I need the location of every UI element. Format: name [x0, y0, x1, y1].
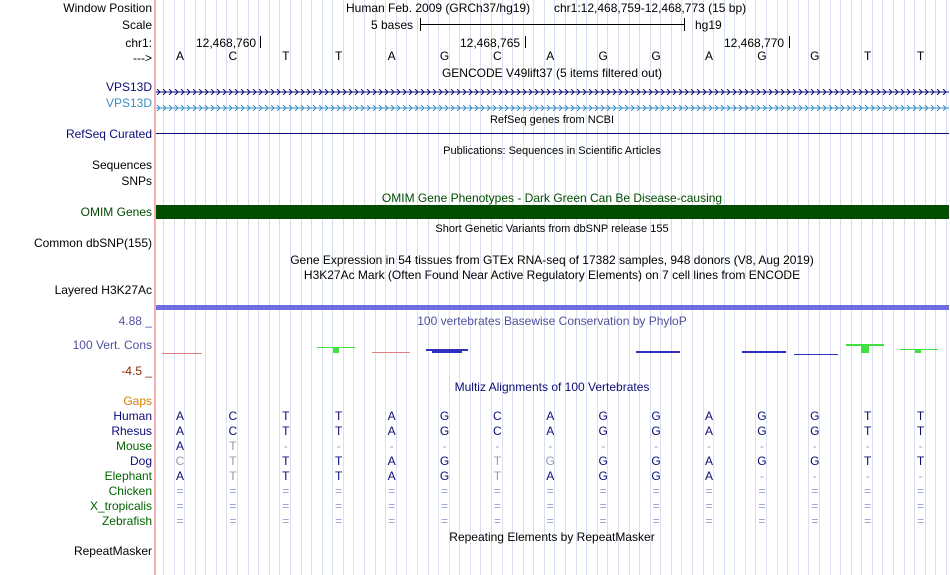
vps13d-transcript-2[interactable] [156, 100, 949, 106]
alignment-base: A [387, 454, 396, 468]
alignment-base: = [176, 484, 184, 498]
alignment-base: G [598, 424, 608, 438]
alignment-base: G [810, 424, 820, 438]
alignment-base: G [439, 409, 450, 423]
phylop-bar [372, 352, 410, 353]
alignment-base: = [493, 499, 501, 513]
alignment-base: = [811, 499, 819, 513]
alignment-base: = [758, 499, 766, 513]
alignment-base: G [439, 424, 450, 438]
alignment-base: A [387, 409, 396, 423]
alignment-base: G [598, 409, 608, 423]
species-label-elephant[interactable]: Elephant [104, 469, 152, 483]
alignment-base: A [704, 409, 714, 423]
reference-base: C [228, 49, 238, 63]
h3k27ac-track-title: H3K27Ac Mark (Often Found Near Active Regulatory Elements) on 7 cell lines from ENCODE [303, 268, 801, 282]
repeatmasker-track-label[interactable]: RepeatMasker [73, 544, 152, 558]
alignment-base: A [704, 454, 714, 468]
alignment-base: T [282, 424, 290, 438]
dbsnp-track-label[interactable]: Common dbSNP(155) [33, 236, 152, 250]
gaps-label: Gaps [123, 394, 152, 408]
species-label-rhesus[interactable]: Rhesus [111, 424, 152, 438]
alignment-base: = [229, 514, 237, 528]
alignment-base: G [439, 469, 450, 483]
transcript-arrows-1 [156, 89, 949, 95]
alignment-base: T [493, 469, 502, 483]
species-label-zebrafish[interactable]: Zebrafish [101, 514, 152, 528]
alignment-base: = [493, 514, 501, 528]
alignment-base: = [705, 514, 713, 528]
gencode-track-title: GENCODE V49lift37 (5 items filtered out) [441, 66, 663, 80]
reference-base: G [651, 49, 661, 63]
alignment-base: = [917, 499, 925, 513]
alignment-base: T [864, 454, 872, 468]
alignment-base: T [916, 409, 925, 423]
phylop-bar [861, 344, 869, 353]
alignment-base: G [810, 454, 820, 468]
alignment-base: = [599, 484, 607, 498]
phylop-bar [915, 349, 921, 353]
reference-base: T [864, 49, 872, 63]
window-position-label: Window Position [63, 1, 152, 15]
phylop-bar [333, 347, 339, 353]
alignment-base: T [229, 454, 237, 468]
alignment-base: T [335, 469, 343, 483]
publications-track-title: Publications: Sequences in Scientific Articles [443, 145, 661, 157]
alignment-base: T [282, 409, 290, 423]
alignment-base: - [918, 439, 923, 453]
alignment-base: A [175, 439, 185, 453]
alignment-base: = [546, 499, 554, 513]
refseq-track-label[interactable]: RefSeq Curated [65, 127, 152, 141]
alignment-base: = [758, 484, 766, 498]
alignment-base: A [546, 469, 555, 483]
genome-position: chr1:12,468,759-12,468,773 (15 bp) [554, 1, 747, 15]
species-label-chicken[interactable]: Chicken [108, 484, 152, 498]
alignment-base: G [651, 424, 661, 438]
reference-base: C [493, 49, 502, 63]
reference-base: T [916, 49, 925, 63]
alignment-base: - [601, 439, 606, 453]
alignment-base: T [335, 409, 343, 423]
alignment-base: G [757, 409, 767, 423]
phylop-graph[interactable] [156, 340, 949, 360]
alignment-base: - [918, 469, 923, 483]
alignment-base: = [917, 514, 925, 528]
omim-track-title: OMIM Gene Phenotypes - Dark Green Can Be Disease-causing [381, 191, 723, 205]
alignment-base: = [546, 484, 554, 498]
alignment-base: G [651, 409, 661, 423]
alignment-base: T [335, 454, 343, 468]
alignment-base: G [810, 409, 820, 423]
alignment-base: - [389, 439, 394, 453]
alignment-base: - [336, 439, 341, 453]
alignment-base: - [812, 469, 817, 483]
alignment-base: T [916, 454, 925, 468]
transcript-arrows-2 [156, 105, 949, 111]
alignment-base: T [864, 424, 872, 438]
alignment-base: T [229, 469, 237, 483]
phylop-bar [742, 351, 786, 353]
tick-mark-1 [260, 36, 261, 48]
h3k27ac-track-label[interactable]: Layered H3K27Ac [54, 283, 152, 297]
phylop-max-label: 4.88 _ [118, 314, 152, 328]
alignment-base: = [917, 484, 925, 498]
alignment-base: = [864, 499, 872, 513]
scale-bar-text: 5 bases [371, 18, 414, 32]
snps-track-label[interactable]: SNPs [121, 174, 152, 188]
alignment-base: = [440, 514, 449, 528]
alignment-base: T [493, 454, 502, 468]
alignment-base: - [654, 439, 659, 453]
alignment-base: = [229, 484, 237, 498]
phylop-bar [794, 354, 838, 355]
alignment-base: C [493, 424, 502, 438]
alignment-base: - [759, 469, 764, 483]
alignment-base: = [652, 514, 660, 528]
phylop-bar [162, 353, 202, 354]
reference-base: A [175, 49, 185, 63]
tick-label-2: 12,468,765 [460, 36, 521, 50]
phylop-track-label[interactable]: 100 Vert. Cons [72, 338, 152, 352]
scale-db: hg19 [695, 18, 722, 32]
alignment-base: = [282, 484, 290, 498]
species-label-x_tropicalis[interactable]: X_tropicalis [89, 499, 152, 513]
alignment-base: T [916, 424, 925, 438]
alignment-base: = [599, 499, 607, 513]
alignment-base: T [864, 409, 872, 423]
sequences-track-label[interactable]: Sequences [91, 158, 152, 172]
alignment-base: G [651, 469, 661, 483]
reference-base: A [704, 49, 714, 63]
alignment-base: = [811, 514, 819, 528]
alignment-base: = [440, 484, 449, 498]
alignment-base: T [282, 469, 290, 483]
reference-base: A [546, 49, 555, 63]
alignment-base: C [228, 409, 238, 423]
tick-mark-2 [525, 36, 526, 48]
tick-mark-3 [789, 36, 790, 48]
alignment-base: - [865, 469, 870, 483]
alignment-base: G [757, 424, 767, 438]
alignment-base: G [439, 454, 450, 468]
reference-base: G [439, 49, 450, 63]
alignment-base: G [757, 454, 767, 468]
alignment-base: = [176, 514, 184, 528]
alignment-base: A [175, 424, 185, 438]
alignment-base: T [335, 424, 343, 438]
alignment-base: - [283, 439, 288, 453]
alignment-base: G [651, 454, 661, 468]
phylop-bar [636, 351, 680, 353]
alignment-base: T [282, 454, 290, 468]
alignment-base: A [175, 469, 185, 483]
alignment-base: = [705, 499, 713, 513]
vps13d-transcript-1[interactable] [156, 84, 949, 90]
species-label-dog[interactable]: Dog [129, 454, 152, 468]
alignment-base: = [229, 499, 237, 513]
gene-label-vps13d-1[interactable]: VPS13D [105, 80, 152, 94]
alignment-base: = [599, 514, 607, 528]
alignment-base: = [652, 499, 660, 513]
alignment-base: G [598, 469, 608, 483]
alignment-base: = [811, 484, 819, 498]
alignment-base: C [228, 424, 238, 438]
alignment-base: - [548, 439, 553, 453]
alignment-base: = [546, 514, 554, 528]
alignment-base: = [758, 514, 766, 528]
strand-label: ---> [133, 51, 152, 65]
alignment-base: = [493, 484, 501, 498]
refseq-track-title: RefSeq genes from NCBI [489, 114, 615, 126]
alignment-base: = [335, 499, 343, 513]
phylop-min-label: -4.5 _ [121, 364, 152, 378]
gtex-track-title: Gene Expression in 54 tissues from GTEx RNA-seq of 17382 samples, 948 donors (V8, Aug 2019) [290, 253, 814, 267]
alignment-base: = [864, 484, 872, 498]
chrom-label: chr1: [125, 36, 152, 50]
species-label-mouse[interactable]: Mouse [115, 439, 152, 453]
alignment-base: = [864, 514, 872, 528]
refseq-gene-line[interactable] [156, 133, 949, 134]
alignment-base: - [442, 439, 447, 453]
reference-base: G [598, 49, 608, 63]
alignment-base: = [335, 514, 343, 528]
alignment-base: - [495, 439, 500, 453]
alignment-base: A [175, 409, 185, 423]
alignment-base: A [704, 469, 714, 483]
reference-base: G [757, 49, 767, 63]
scale-label: Scale [121, 18, 152, 32]
alignment-base: - [707, 439, 711, 453]
alignment-base: = [440, 499, 449, 513]
assembly-name: Human Feb. 2009 (GRCh37/hg19) [346, 1, 531, 15]
alignment-base: - [759, 439, 764, 453]
alignment-base: T [229, 439, 237, 453]
tick-label-1: 12,468,760 [196, 36, 257, 50]
reference-base: T [282, 49, 290, 63]
alignment-base: C [493, 409, 502, 423]
alignment-base: = [282, 514, 290, 528]
alignment-base: = [282, 499, 290, 513]
repeatmasker-track-title: Repeating Elements by RepeatMasker [449, 530, 655, 544]
alignment-base: G [598, 454, 608, 468]
scale-bar-right-cap [684, 18, 685, 31]
species-label-human[interactable]: Human [113, 409, 152, 423]
alignment-base: A [546, 424, 555, 438]
alignment-base: = [388, 484, 396, 498]
alignment-base: = [388, 499, 396, 513]
alignment-base: A [704, 424, 714, 438]
alignment-base: A [387, 424, 396, 438]
h3k27ac-signal[interactable] [156, 305, 949, 310]
alignment-base: C [175, 454, 185, 468]
tick-label-3: 12,468,770 [724, 36, 785, 50]
alignment-base: = [652, 484, 660, 498]
alignment-base: = [705, 484, 713, 498]
phylop-bar [432, 351, 462, 353]
alignment-base: = [335, 484, 343, 498]
alignment-base: G [545, 454, 555, 468]
alignment-base: = [388, 514, 396, 528]
alignment-base: A [387, 469, 396, 483]
phylop-track-title: 100 vertebrates Basewise Conservation by PhyloP [417, 314, 687, 328]
alignment-base: A [546, 409, 555, 423]
omim-gene-bar[interactable] [156, 205, 949, 219]
multiz-track-title: Multiz Alignments of 100 Vertebrates [454, 380, 650, 394]
reference-base: G [810, 49, 820, 63]
reference-base: T [335, 49, 343, 63]
gene-label-vps13d-2[interactable]: VPS13D [105, 96, 152, 110]
scale-bar-left-cap [420, 18, 421, 31]
phylop-bar [426, 349, 468, 351]
reference-base: A [387, 49, 396, 63]
scale-bar [420, 24, 684, 25]
omim-track-label[interactable]: OMIM Genes [80, 205, 152, 219]
alignment-base: - [865, 439, 870, 453]
alignment-base: = [176, 499, 184, 513]
alignment-base: - [812, 439, 817, 453]
dbsnp-track-title: Short Genetic Variants from dbSNP release 155 [435, 223, 669, 235]
